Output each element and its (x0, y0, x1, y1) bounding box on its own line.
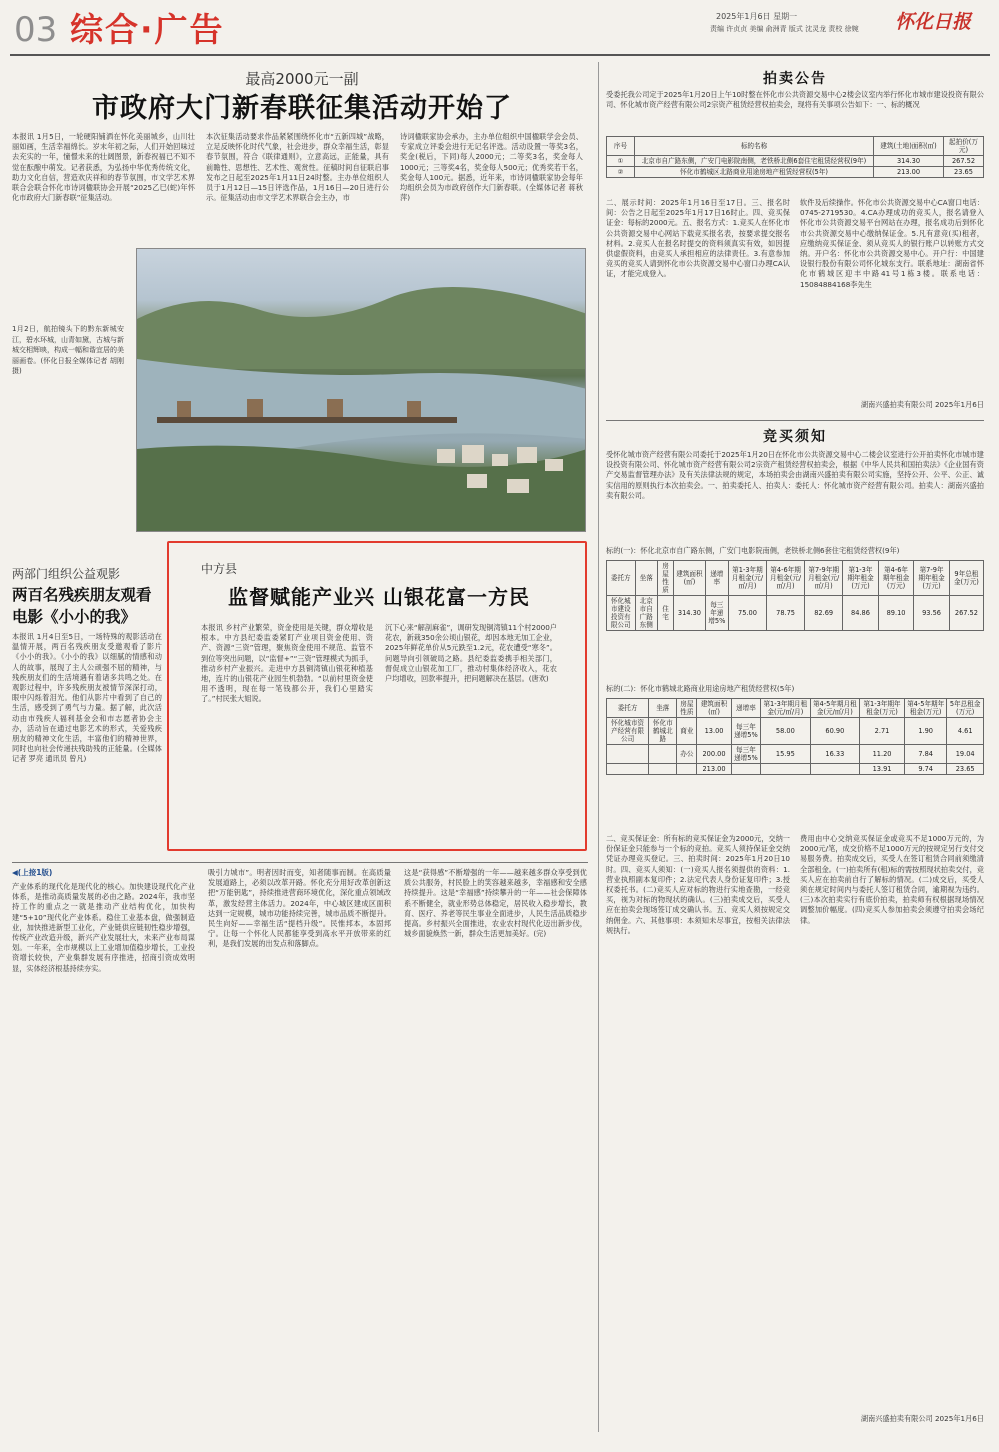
continued-tag: ◀(上接1版) (12, 868, 53, 877)
table-cell: 23.65 (944, 167, 984, 178)
table-cell: ② (607, 167, 635, 178)
lead-body-col2: 本次征集活动要求作品紧紧围绕怀化市“五新四城”战略，立足反映怀化时代气象，社会进步，群众幸福生活，彰显春节氛围，符合《联律通则》，立意高远，正能量，具有前瞻性、思想性、艺术性、观赏性。征稿时间自征联启事发布之日起至2025年1月11日24时整。主办单位组织人员于1月12日—15日评选作品，1月16日—20日进行公示。征集活动由市文学艺术界联合会主办，市 (206, 132, 389, 203)
table-cell: 4.61 (947, 718, 984, 745)
table-cell: 15.95 (761, 745, 811, 764)
left-headline: 两百名残疾朋友观看电影《小小的我》 (12, 586, 152, 626)
bidding-table-1 (606, 560, 984, 631)
bottom-section (12, 866, 588, 1436)
table-cell: 82.69 (805, 596, 843, 631)
table-row (607, 596, 984, 631)
auction-table-header: 标的名称 (635, 137, 874, 156)
table-cell (761, 764, 811, 775)
table2-header: 递增率 (731, 699, 760, 718)
table1-header: 房屋性质 (657, 561, 673, 596)
left-kicker: 两部门组织公益观影 (12, 567, 121, 581)
auction-table-header: 起拍价(万元) (944, 137, 984, 156)
center-story-frame (167, 541, 587, 851)
table2-header: 5年总租金(万元) (947, 699, 984, 718)
table-cell: 2.71 (860, 718, 905, 745)
table-cell: 93.56 (914, 596, 950, 631)
table2-header: 第1-3年期年租金(万元) (860, 699, 905, 718)
bidding-title: 竞买须知 (763, 429, 827, 445)
bidding-body-left: 二、竞买保证金：所有标的竞买保证金为2000元，交纳一份保证金只能参与一个标的竞拍。竞买人须持保证金交纳凭证办理竞买登记。三、拍卖时间：2025年1月20日10时。四、竞买人须知：(一)竞买人报名须提供的资料：1.营业执照副本复印件；2.法定代表人身份证复印件；3.授权委托书。(二)竞买人应对标的物进行实地查勘，一经竞买，视为对标的物现状的确认。(三)拍卖成交后，买受人应在拍卖会现场签订成交确认书。五、竞买人须按规定交纳佣金。六、其他事项：本须知未尽事宜，按相关法律法规执行。 (606, 834, 790, 935)
bidding-table-2 (606, 698, 984, 775)
table2-header: 建筑面积(㎡) (697, 699, 731, 718)
table-cell: 314.30 (674, 596, 706, 631)
auction-signature: 湖南兴盛拍卖有限公司 2025年1月6日 (860, 400, 984, 409)
table-cell: 怀化城市建设投资有限公司 (607, 596, 636, 631)
section-title: 综合·广告 (70, 10, 225, 49)
table-row (607, 167, 984, 178)
table-cell: 16.33 (810, 745, 860, 764)
lead-headline: 市政府大门新春联征集活动开始了 (92, 93, 512, 124)
table-cell (649, 745, 677, 764)
table1-header: 第4-6年期月租金(元/㎡/月) (767, 561, 805, 596)
lead-body-col1: 本报讯 1月5日，一轮硬阳铺洒在怀化美丽城乡，山川壮丽如画，生活幸福绵长。岁末年初之际，人们开始回味过去充实的一年，憧憬未来的壮阔图景，新春祝福已不知不觉在酝酿中萌发。记者获悉，为弘扬中华优秀传统文化，助力文化自信，营造欢庆祥和的春节氛围，市文学艺术界联合会联合怀化市诗词楹联协会开展“2025乙巳(蛇)年怀化市政府大门新春联”征集活动。 (12, 132, 195, 203)
bottom-body-col1: 产业体系的现代化是现代化的核心。加快建设现代化产业体系，是推动高质量发展的必由之路。2024年，我市坚持工作的重点之一就是推动产业结构优化，加快构建“5+10”现代化产业体系。稳住工业基本盘，做强制造业，加快推进新型工业化，产业链供应链韧性稳步增强，传统产业改造升级，新兴产业发展壮大，未来产业布局谋划。一年来，全市规模以上工业增加值稳步增长，工业投资增长较快，产业集群发展有序推进，招商引资成效明显，实体经济根基持续夯实。 (12, 882, 195, 973)
table1-header: 第4-6年期年租金(万元) (878, 561, 914, 596)
table-cell (810, 764, 860, 775)
table-cell (607, 745, 649, 764)
lead-story (12, 62, 587, 542)
target2-label: 标的(二)：怀化市鹤城北路商业用途房地产租赁经营权(5年) (606, 684, 795, 693)
auction-intro: 受委托我公司定于2025年1月20日上午10时整在怀化市公共资源交易中心2楼会议室内举行怀化市城市建设投资有限公司、怀化城市资产经营有限公司2宗资产租赁经营权拍卖会，现将有关事项公告如下：一、标的概况 (606, 90, 984, 110)
landscape-image (137, 249, 586, 532)
table-cell: 314.30 (874, 156, 944, 167)
table-cell: 商业 (677, 718, 697, 745)
auction-notice (606, 62, 984, 417)
table-cell (649, 764, 677, 775)
table2-header: 坐落 (649, 699, 677, 718)
center-kicker: 中方县 (201, 562, 238, 576)
auction-title: 拍卖公告 (763, 71, 827, 87)
auction-body-left: 二、展示时间：2025年1月16日至17日。三、报名时间：公告之日起至2025年1月17日16时止。四、竞买保证金：每标的2000元。五、报名方式：1.竞买人在怀化市公共资源交易中心网站下载竞买报名表，按要求提交报名材料。2.竞买人在报名时提交的资料须真实有效，如因提供虚假资料，由竞买人承担相应的法律责任。3.有意参加竞买的竞买人请到怀化市公共资源交易中心窗口办理CA认证，才能完成登入。 (606, 198, 790, 279)
table2-header: 第4-5年期月租金(元/㎡/月) (810, 699, 860, 718)
table-cell: 北京市自广路东侧 (635, 596, 657, 631)
masthead (0, 0, 999, 60)
issue-date: 2025年1月6日 星期一 (716, 12, 798, 21)
table-cell: 213.00 (697, 764, 731, 775)
table-row (607, 156, 984, 167)
bidding-signature: 湖南兴盛拍卖有限公司 2025年1月6日 (860, 1414, 984, 1423)
auction-table-header: 建筑(土地)面积(㎡) (874, 137, 944, 156)
bottom-body-col2: 吸引力城市”。明者因时而变，知者随事而制。在高质量发展道路上，必须以改革开路。怀化充分用好改革创新这把“万能钥匙”，持续推进营商环境优化，深化重点领域改革，激发经营主体活力。2024年，中心城区建成区面积达到一定规模，城市功能持续完善，城市品质不断提升。民生向好——幸福生活“提档升级”。民惟邦本，本固邦宁。让每一个怀化人民都能享受到高水平开放带来的红利，是我们发展的出发点和落脚点。 (208, 868, 391, 949)
photo-caption: 1月2日，航拍镜头下的黔东新城安江，碧水环城，山青如黛，古城与新城交相辉映，构成一幅和谐宜居的美丽画卷。(怀化日报全媒体记者 胡刚 摄) (12, 325, 124, 375)
column-divider (598, 62, 599, 1432)
table1-header: 第1-3年期月租金(元/㎡/月) (728, 561, 766, 596)
table-cell: 办公 (677, 745, 697, 764)
auction-table (606, 136, 984, 178)
table-cell: 23.65 (947, 764, 984, 775)
newspaper-logo: 怀化日报 (895, 11, 972, 33)
auction-table-header: 序号 (607, 137, 635, 156)
left-body: 本报讯 1月4日至5日，一场特殊的观影活动在温情开展，两百名残疾朋友受邀观看了影片《小小的我》。《小小的我》以细腻的情感和动人的故事，展现了主人公顽强不屈的精神，与残疾朋友们的生活境遇有着诸多共鸣之处。在观影过程中，许多残疾朋友被情节深深打动，眼中闪烁着泪光。他们从影片中看到了自己的生活，感受到了勇气与力量。据了解，此次活动由市残疾人福利基金会和市志愿者协会主办，活动旨在通过电影艺术的形式，关爱残疾朋友的精神文化生活，丰富他们的精神世界，同时也向社会传递扶残助残的正能量。(全媒体记者 罗亮 通讯员 曾凡) (12, 632, 162, 764)
table-cell: 213.00 (874, 167, 944, 178)
table2-header: 第4-5年期年租金(万元) (904, 699, 946, 718)
table-cell: 19.04 (947, 745, 984, 764)
table-cell: 11.20 (860, 745, 905, 764)
bottom-body-col3: 这是“获得感”不断增强的一年——越来越多群众享受到优质公共服务，村民脸上的笑容越来越多，幸福感和安全感持续提升。这是“幸福感”持续攀升的一年——社会保障体系不断健全，就业形势总体稳定，居民收入稳步增长，教育、医疗、养老等民生事业全面进步，人民生活品质稳步提高。乡村振兴全面推进，农业农村现代化迈出新步伐，城乡面貌焕然一新，群众生活更加美好。(完) (404, 868, 587, 939)
table-cell: 怀化城市资产经营有限公司 (607, 718, 649, 745)
table-cell: 9.74 (904, 764, 946, 775)
table-cell: 267.52 (949, 596, 983, 631)
table1-header: 第7-9年期年租金(万元) (914, 561, 950, 596)
table-cell (731, 764, 760, 775)
lead-kicker: 最高2000元一副 (245, 70, 359, 88)
table-cell: 84.86 (843, 596, 879, 631)
table1-header: 委托方 (607, 561, 636, 596)
table-cell: 北京市自广路东侧，广安门电影院南侧，老铁桥北侧6套住宅租赁经营权(9年) (635, 156, 874, 167)
table-row (607, 764, 984, 775)
table-cell: 1.90 (904, 718, 946, 745)
page-number: 03 (14, 10, 58, 50)
notice-divider (606, 420, 984, 421)
table-cell (607, 764, 649, 775)
table-cell: 住宅 (657, 596, 673, 631)
bidding-intro: 受怀化城市资产经营有限公司委托于2025年1月20日在怀化市公共资源交易中心二楼会议室进行公开拍卖怀化市城市建设投资有限公司、怀化城市资产经营有限公司2宗资产租赁经营权拍卖会，根据《中华人民共和国拍卖法》《企业国有资产交易监督管理办法》及有关法律法规的规定，本场拍卖会由湖南兴盛拍卖有限公司实施，坚持公开、公平、公正、诚实信用的原则执行本次拍卖会。一、拍卖委托人、拍卖人：委托人：怀化城市资产经营有限公司。拍卖人：湖南兴盛拍卖有限公司。 (606, 450, 984, 500)
table1-header: 9年总租金(万元) (949, 561, 983, 596)
table-cell: 267.52 (944, 156, 984, 167)
mountain-range (137, 287, 586, 369)
bidding-notice (606, 424, 984, 1434)
table-cell: 60.90 (810, 718, 860, 745)
table1-header: 建筑面积(㎡) (674, 561, 706, 596)
table-cell: 75.00 (728, 596, 766, 631)
table1-header: 坐落 (635, 561, 657, 596)
table-cell: 怀化市鹤城区北路商业用途房地产租赁经营权(5年) (635, 167, 874, 178)
table-cell: 78.75 (767, 596, 805, 631)
lead-photo (136, 248, 586, 532)
center-body-col2: 沉下心来“解剖麻雀”，调研发现铜湾镇11个村2000户花农，新栽350余公顷山银花，却因本地无加工企业，2025年鲜花单价从5元跌至1.2元，花农遭受“寒冬”。问题导向引领破局之路。县纪委监委携手相关部门，督促成立山银花加工厂，推动村集体经济收入，花农户均增收，回款率提升，把问题解决在基层。(唐欢) (385, 623, 557, 684)
table-cell: 每三年递增5% (705, 596, 728, 631)
masthead-rule (10, 54, 990, 56)
center-body-col1: 本报讯 乡村产业繁荣，资金使用是关键，群众增收是根本。中方县纪委监委紧盯产业项目资金使用、资产、资源“三资”管理，聚焦资金使用不规范、监管不到位等突出问题，以“监督+”“三资”管理模式为抓手，推动乡村产业振兴。走进中方县铜湾镇山银花种植基地，连片的山银花产业园生机勃勃。“以前村里资金使用不透明，现在每一笔钱都公开，我们心里踏实了。”村民张大姐说。 (201, 623, 373, 704)
table1-header: 第7-9年期月租金(元/㎡/月) (805, 561, 843, 596)
bidding-body-right: 费用由中心交纳竞买保证金或竞买不足1000万元的，为2000元/笔，成交价格不足1000万元的按规定另行支付交易服务费。拍卖成交后，买受人在签订租赁合同前须缴清全部租金。(一)拍卖所有(租)标的需按照现状拍卖交付，竞买人应在拍卖前自行了解标的情况。(二)成交后，买受人须在规定时间内与委托人签订租赁合同，逾期视为违约。(三)本次拍卖实行有底价拍卖，拍卖师有权根据现场情况调整加价幅度。(四)竞买人参加拍卖会须遵守拍卖会场纪律。 (800, 834, 984, 925)
table1-header: 递增率 (705, 561, 728, 596)
wind-rain-bridge (157, 417, 457, 423)
table-cell: 200.00 (697, 745, 731, 764)
table2-header: 第1-3年期月租金(元/㎡/月) (761, 699, 811, 718)
target1-label: 标的(一)：怀化北京市自广路东侧，广安门电影院南侧，老铁桥北侧6套住宅租赁经营权(9年) (606, 546, 900, 555)
lead-body-col3: 诗词楹联家协会承办，主办单位组织中国楹联学会会员、专家成立评委会进行无记名评选。活动设置一等奖3名，奖金(税后，下同)每人2000元；二等奖3名，奖金每人1000元；三等奖4名，奖金每人500元；优秀奖若干名，奖金每人100元。据悉，近年来，市诗词楹联家协会每年均组织会员为市政府创作大门新春联。(全媒体记者 蒋秋萍) (400, 132, 583, 203)
center-headline: 监督赋能产业兴 山银花富一方民 (228, 585, 530, 609)
table2-header: 房屋性质 (677, 699, 697, 718)
table-cell: ① (607, 156, 635, 167)
table-row (607, 718, 984, 745)
editor-credits: 责编 许贞贞 美编 俞洲青 版式 沈灵龙 责校 徐婉 (710, 25, 859, 33)
left-story (12, 560, 162, 850)
table-cell: 89.10 (878, 596, 914, 631)
table2-header: 委托方 (607, 699, 649, 718)
bottom-section-rule (12, 862, 588, 863)
table-cell: 13.91 (860, 764, 905, 775)
table-cell: 13.00 (697, 718, 731, 745)
table-cell (677, 764, 697, 775)
table-cell: 怀化市鹤城北路 (649, 718, 677, 745)
auction-body-right: 软件及后续操作。怀化市公共资源交易中心CA窗口电话：0745-2719530。4.CA办理成功的竞买人，报名请登入怀化市公共资源交易平台网站在办理，报名成功后到怀化市公共资源交易中心缴纳保证金。5.凡有意竞(买)租者，应缴纳竞买保证金、须从竞买人的银行账户以转账方式交纳。开户名：怀化市公共资源交易中心。开户行：中国建设银行股份有限公司怀化城东支行。联系地址：湖南省怀化市鹤城区迎丰中路41号1栋3楼。联系电话：15084884168李先生 (800, 198, 984, 289)
table-row (607, 745, 984, 764)
table-cell: 58.00 (761, 718, 811, 745)
table-cell: 7.84 (904, 745, 946, 764)
table-cell: 每三年递增5% (731, 745, 760, 764)
table-cell: 每三年递增5% (731, 718, 760, 745)
table1-header: 第1-3年期年租金(万元) (843, 561, 879, 596)
